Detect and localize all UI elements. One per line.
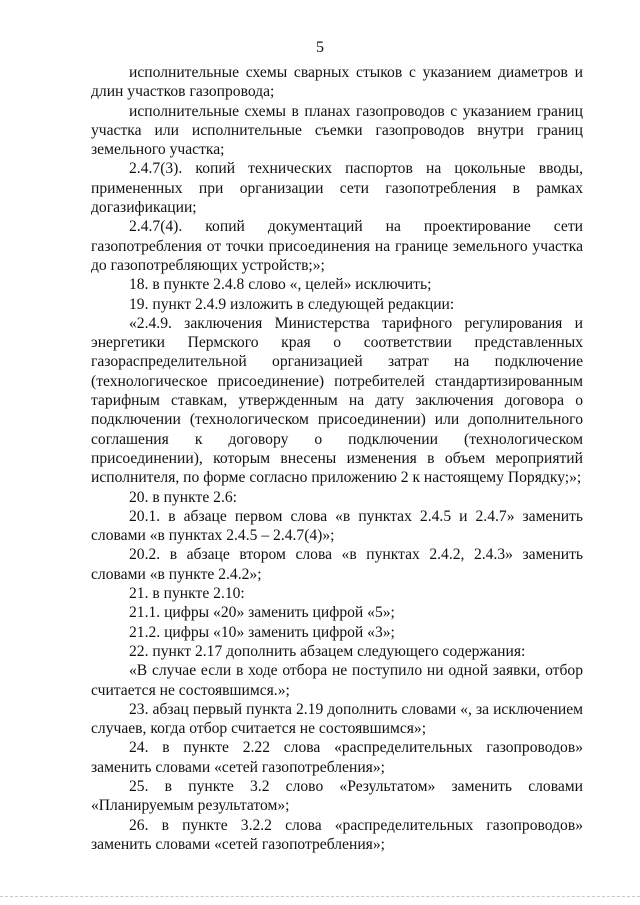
paragraph: 24. в пункте 2.22 слова «распределительных газопроводов» заменить словами «сетей газопотребления»;	[91, 739, 583, 776]
paragraph: 20.1. в абзаце первом слова «в пунктах 2.4.5 и 2.4.7» заменить словами «в пунктах 2.4.5 – 2.4.7(4)»;	[91, 507, 583, 545]
paragraph: 26. в пункте 3.2.2 слова «распределительных газопроводов» заменить словами «сетей газопотребления»;	[91, 816, 583, 853]
paragraph: 25. в пункте 3.2 слово «Результатом» заменить словами «Планируемым результатом»;	[91, 777, 583, 815]
paragraph: «В случае если в ходе отбора не поступило ни одной заявки, отбор считается не состоявшимся.»;	[91, 662, 583, 699]
paragraph: 21.2. цифры «10» заменить цифрой «3»;	[129, 623, 395, 641]
paragraph: 21.1. цифры «20» заменить цифрой «5»;	[129, 604, 395, 622]
paragraph: 23. абзац первый пункта 2.19 дополнить словами «, за исключением случаев, когда отбор считается не состоявшимся»;	[91, 700, 583, 738]
paragraph: 21. в пункте 2.10:	[129, 585, 245, 603]
document-body	[91, 63, 583, 854]
paragraph: 22. пункт 2.17 дополнить абзацем следующего содержания:	[129, 642, 526, 660]
paragraph: исполнительные схемы в планах газопроводов с указанием границ участка или исполнительные съемки газопроводов внутри границ земельного участка;	[91, 102, 583, 159]
paragraph: «2.4.9. заключения Министерства тарифного регулирования и энергетики Пермского края о соответствии представленных газораспределительной организацией затрат на подключение (технологическое присоединение) потребителей стандартизированным тарифным ставкам, утвержденным на дату заключения договора о подключении (технологическом присоединении) или дополнительного соглашения к договору о подключении (технологическом присоединении), которым внесены изменения в объем мероприятий исполнителя, по форме согласно приложению 2 к настоящему Порядку;»;	[91, 314, 583, 487]
paragraph: исполнительные схемы сварных стыков с указанием диаметров и длин участков газопровода;	[91, 64, 583, 101]
page-number: 5	[316, 39, 324, 56]
paragraph: 20. в пункте 2.6:	[129, 488, 237, 506]
paragraph: 2.4.7(3). копий технических паспортов на цокольные вводы, примененных при организации сети газопотребления в рамках догазификации;	[91, 160, 583, 217]
paragraph: 2.4.7(4). копий документаций на проектирование сети газопотребления от точки присоединения на границе земельного участка до газопотребляющих устройств;»;	[91, 218, 583, 274]
page-bottom-rule	[0, 896, 640, 897]
paragraph: 20.2. в абзаце втором слова «в пунктах 2.4.2, 2.4.3» заменить словами «в пункте 2.4.2»;	[91, 546, 583, 583]
paragraph: 19. пункт 2.4.9 изложить в следующей редакции:	[129, 295, 455, 313]
paragraph: 18. в пункте 2.4.8 слово «, целей» исключить;	[129, 276, 432, 294]
